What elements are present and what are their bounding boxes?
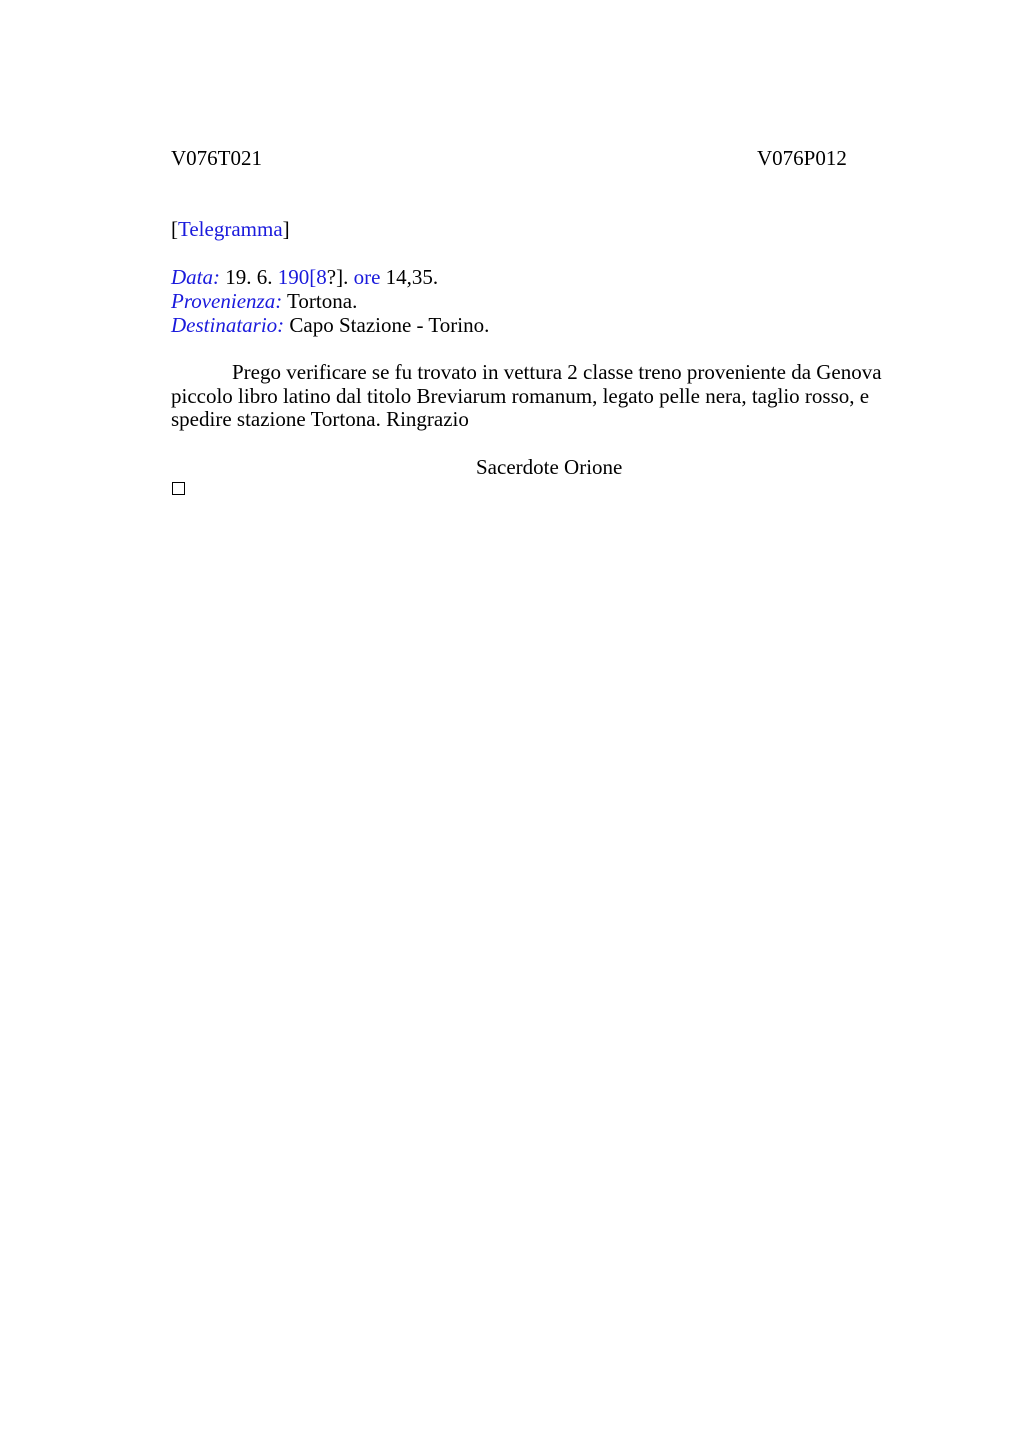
title-open-bracket: [ [171, 217, 178, 241]
title-text: Telegramma [178, 217, 283, 241]
date-bracket-open: [ [309, 265, 317, 289]
header-right-code: V076P012 [757, 146, 847, 170]
telegram-body-text: Prego verificare se fu trovato in vettura 2 classe treno proveniente da Genova piccolo libro latino dal titolo Breviarum romanum, legato pelle nera, taglio rosso, e spedire stazione Tortona. Ringrazio [171, 360, 882, 431]
origin-value: Tortona. [282, 289, 358, 313]
date-label: Data: [171, 265, 220, 289]
title-close-bracket: ] [282, 217, 290, 241]
recipient-label: Destinatario: [171, 313, 285, 337]
header-left-code: V076T021 [171, 146, 262, 170]
meta-origin-line [171, 289, 357, 313]
document-title [171, 217, 290, 241]
date-year-digit: 8 [316, 265, 327, 289]
date-time-value: 14,35. [380, 265, 439, 289]
meta-recipient-line [171, 313, 489, 337]
date-year-prefix: 190 [277, 265, 310, 289]
signature: Sacerdote Orione [476, 455, 623, 479]
date-value-part-2: ?]. [326, 265, 354, 289]
telegram-body [171, 361, 931, 432]
recipient-value: Capo Stazione - Torino. [284, 313, 490, 337]
origin-label: Provenienza: [171, 289, 283, 313]
meta-date-line [171, 265, 438, 289]
date-value-part-1: 19. 6. [220, 265, 278, 289]
date-time-label: ore [353, 265, 381, 289]
square-outline-icon [172, 482, 185, 495]
